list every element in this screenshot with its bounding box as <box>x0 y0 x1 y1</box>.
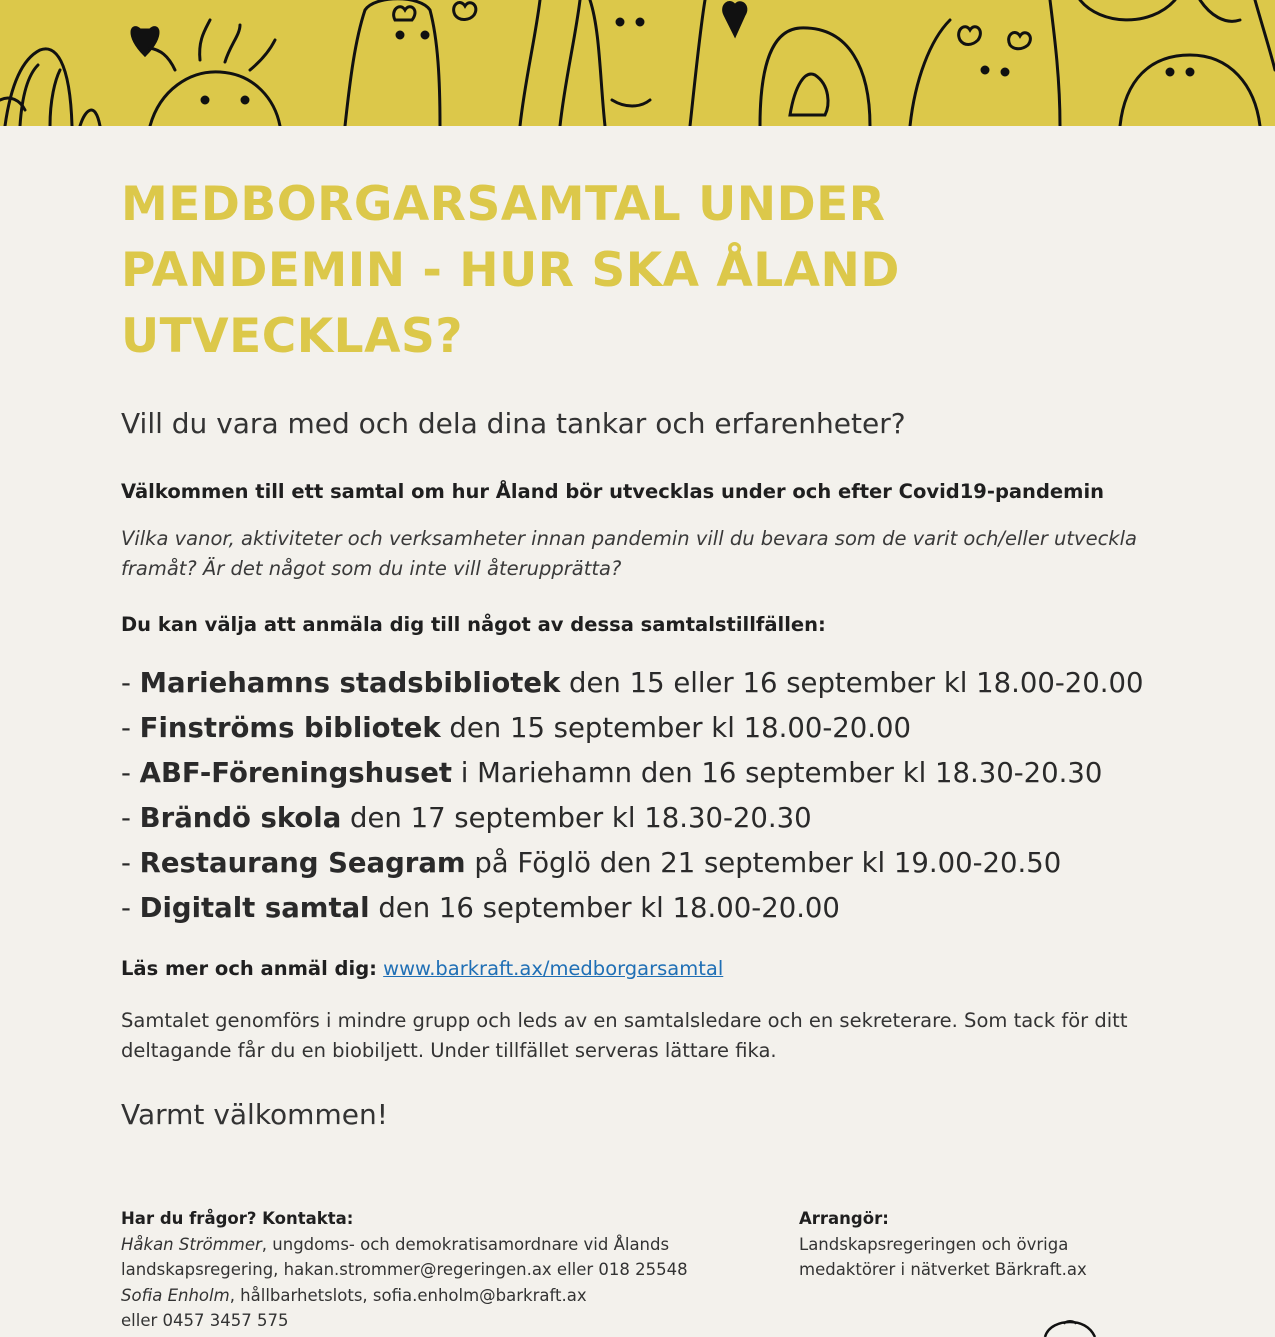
session-venue: ABF-Föreningshuset <box>139 757 453 789</box>
session-details: på Föglö den 21 september kl 19.00-20.50 <box>465 847 1062 879</box>
signup-link[interactable]: www.barkraft.ax/medborgarsamtal <box>383 957 724 980</box>
subtitle: Vill du vara med och dela dina tankar och erfarenheter? <box>121 407 906 440</box>
info-paragraph: Samtalet genomförs i mindre grupp och leds av en samtalsledare och en sekreterare. Som tack för ditt deltagande får du en biobiljett. Under tillfället serveras lättare fika. <box>121 1009 1128 1062</box>
session-venue: Mariehamns stadsbibliotek <box>139 667 561 699</box>
contact-line: landskapsregering, hakan.strommer@regeringen.ax eller 018 25548 <box>121 1260 688 1279</box>
session-venue: Brändö skola <box>139 802 342 834</box>
session-prefix: - <box>121 757 140 789</box>
session-prefix: - <box>121 892 140 924</box>
session-item <box>121 841 1144 886</box>
contact-line: eller 0457 3457 575 <box>121 1311 289 1330</box>
organizer-block <box>799 1206 1159 1283</box>
session-item <box>121 886 1144 931</box>
organizer-logo-icon <box>1040 1318 1100 1337</box>
doodle-illustration <box>0 0 1275 126</box>
title-line: UTVECKLAS? <box>121 309 464 364</box>
organizer-line: Landskapsregeringen och övriga <box>799 1234 1069 1254</box>
session-item <box>121 796 1144 841</box>
sessions-heading: Du kan välja att anmäla dig till något av dessa samtalstillfällen: <box>121 613 826 636</box>
contact-person-name: Håkan Strömmer <box>121 1234 262 1254</box>
welcome-heading: Välkommen till ett samtal om hur Åland bör utvecklas under och efter Covid19-pandemin <box>121 480 1105 503</box>
contact-line <box>121 1283 741 1309</box>
contact-person-role: , hållbarhetslots, sofia.enholm@barkraft.ax <box>229 1285 587 1305</box>
session-details: i Mariehamn den 16 september kl 18.30-20.30 <box>452 757 1103 789</box>
session-venue: Restaurang Seagram <box>139 847 466 879</box>
title-line: MEDBORGARSAMTAL UNDER <box>121 177 886 232</box>
session-details: den 15 september kl 18.00-20.00 <box>440 712 911 744</box>
organizer-label: Arrangör: <box>799 1209 889 1228</box>
contact-block <box>121 1206 741 1334</box>
title-line: PANDEMIN - HUR SKA ÅLAND <box>121 243 900 298</box>
session-venue: Finströms bibliotek <box>139 712 441 744</box>
session-details: den 17 september kl 18.30-20.30 <box>341 802 812 834</box>
session-prefix: - <box>121 847 140 879</box>
organizer-line: medaktörer i nätverket Bärkraft.ax <box>799 1260 1087 1279</box>
session-item <box>121 661 1144 706</box>
doodle-banner <box>0 0 1275 126</box>
session-details: den 16 september kl 18.00-20.00 <box>369 892 840 924</box>
read-more <box>121 957 723 980</box>
contact-label: Har du frågor? Kontakta: <box>121 1209 354 1228</box>
contact-person-role: , ungdoms- och demokratisamordnare vid Ålands <box>261 1234 670 1254</box>
contact-line <box>121 1232 741 1258</box>
contact-person-name: Sofia Enholm <box>121 1285 230 1305</box>
session-prefix: - <box>121 712 140 744</box>
read-more-label: Läs mer och anmäl dig: <box>121 957 377 980</box>
session-item <box>121 706 1144 751</box>
page-title <box>121 172 1021 370</box>
session-item <box>121 751 1144 796</box>
intro-question: Vilka vanor, aktiviteter och verksamheter innan pandemin vill du bevara som de varit och/eller utveckla framåt? Är det något som du inte vill återupprätta? <box>121 527 1137 580</box>
session-venue: Digitalt samtal <box>139 892 370 924</box>
closing-greeting: Varmt välkommen! <box>121 1098 388 1131</box>
session-prefix: - <box>121 802 140 834</box>
session-details: den 15 eller 16 september kl 18.00-20.00 <box>560 667 1144 699</box>
session-list <box>121 661 1144 931</box>
session-prefix: - <box>121 667 140 699</box>
